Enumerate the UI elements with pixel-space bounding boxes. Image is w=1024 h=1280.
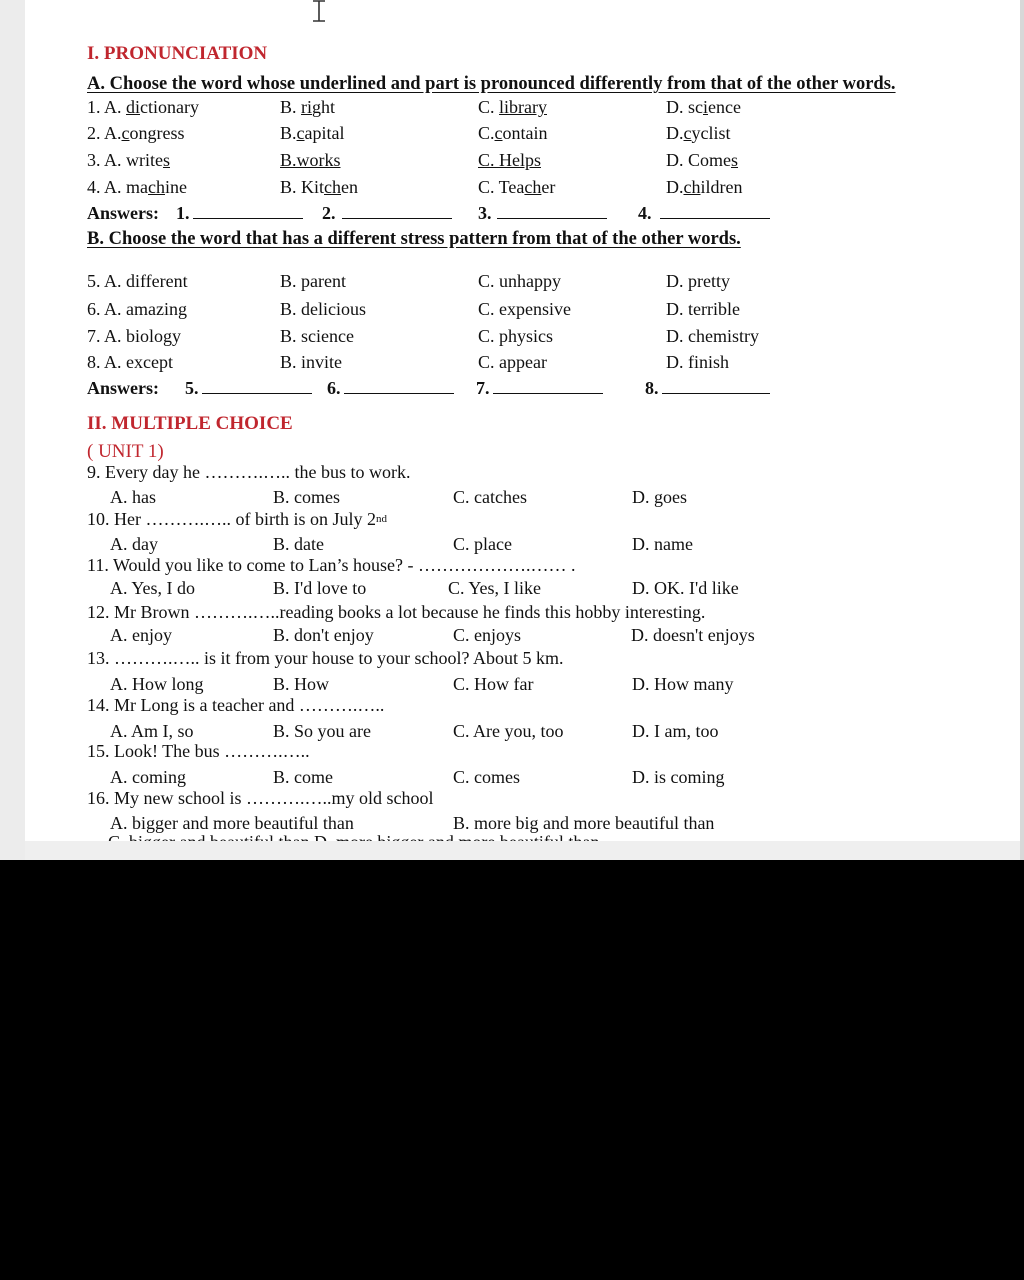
option-c: C. library [478, 97, 547, 117]
option-d: D. finish [666, 352, 729, 372]
option-c: C. expensive [478, 299, 571, 319]
question-stem: 14. Mr Long is a teacher and ……….….. [87, 695, 385, 715]
question-stem: 11. Would you like to come to Lan’s house? - ……………….…… . [87, 555, 576, 575]
answer-number: 3. [478, 203, 492, 223]
answer-number: 8. [645, 378, 659, 398]
option-a: A. different [104, 271, 188, 291]
answer-number: 1. [176, 203, 190, 223]
option-d: D. is coming [632, 767, 725, 787]
option-c: C. How far [453, 674, 534, 694]
option-a: A. biology [104, 326, 182, 346]
option-d: D.cyclist [666, 123, 731, 143]
option-b: B. come [273, 767, 333, 787]
option-a: A. bigger and more beautiful than [110, 813, 354, 833]
option-c: C. appear [478, 352, 547, 372]
option-c: C. catches [453, 487, 527, 507]
answer-blank[interactable] [662, 378, 770, 394]
option-a: A. amazing [104, 299, 187, 319]
option-a: A. has [110, 487, 156, 507]
question-stem: 9. Every day he ……….….. the bus to work. [87, 462, 411, 482]
question-number: 1. [87, 97, 101, 117]
cut-off-line [108, 832, 758, 841]
option-a: A. machine [104, 177, 187, 197]
option-a: A. Yes, I do [110, 578, 196, 598]
option-d: D. goes [632, 487, 687, 507]
option-a: A. enjoy [110, 625, 172, 645]
option-d: D.children [666, 177, 743, 197]
option-c: C. physics [478, 326, 554, 346]
option-d: D. OK. I'd like [632, 578, 739, 598]
option-c: C. Teacher [478, 177, 556, 197]
answer-number: 4. [638, 203, 652, 223]
section-title-pronunciation: I. PRONUNCIATION [87, 43, 268, 64]
option-b: B. How [273, 674, 330, 694]
option-b: B. invite [280, 352, 342, 372]
option-a: A. day [110, 534, 158, 554]
option-a: A. coming [110, 767, 186, 787]
option-b: B. don't enjoy [273, 625, 374, 645]
option-b: B. science [280, 326, 354, 346]
option-a: A.congress [104, 123, 185, 143]
option-b: B. Kitchen [280, 177, 359, 197]
question-number: 7. [87, 326, 101, 346]
question-stem: 15. Look! The bus ……….….. [87, 741, 310, 761]
option-a: A. except [104, 352, 173, 372]
option-c: C. Helps [478, 150, 541, 170]
option-b: B.capital [280, 123, 345, 143]
question-number: 5. [87, 271, 101, 291]
option-c: C. place [453, 534, 512, 554]
option-b: B. right [280, 97, 336, 117]
question-number: 3. [87, 150, 101, 170]
answer-blank[interactable] [493, 378, 603, 394]
part-b-instruction: B. Choose the word that has a different stress pattern from that of the other words. [87, 229, 741, 249]
option-c: C.contain [478, 123, 548, 143]
option-d: D. I am, too [632, 721, 719, 741]
question-number: 6. [87, 299, 101, 319]
option-b: B. comes [273, 487, 340, 507]
option-b: B. date [273, 534, 324, 554]
option-d: D. doesn't enjoys [631, 625, 755, 645]
option-b: B. So you are [273, 721, 371, 741]
question-number: 2. [87, 123, 101, 143]
option-d: D. terrible [666, 299, 740, 319]
option-c: C. comes [453, 767, 520, 787]
section-title-multiple-choice: II. MULTIPLE CHOICE [87, 413, 293, 434]
page-separator [25, 841, 1020, 860]
answer-number: 2. [322, 203, 336, 223]
option-d: D. Comes [666, 150, 739, 170]
question-number: 4. [87, 177, 101, 197]
answer-number: 5. [185, 378, 199, 398]
left-margin [0, 0, 25, 860]
unit-label: ( UNIT 1) [87, 441, 164, 462]
answers-label: Answers: [87, 378, 159, 398]
answer-blank[interactable] [660, 203, 770, 219]
option-c: C. unhappy [478, 271, 561, 291]
option-b: B. parent [280, 271, 346, 291]
right-margin [1020, 0, 1024, 860]
answer-blank[interactable] [202, 378, 312, 394]
option-c: C. Are you, too [453, 721, 564, 741]
answer-number: 6. [327, 378, 341, 398]
answer-number: 7. [476, 378, 490, 398]
answer-blank[interactable] [497, 203, 607, 219]
question-stem: 13. ……….….. is it from your house to your school? About 5 km. [87, 648, 564, 668]
option-d: D. How many [632, 674, 734, 694]
option-d: D. science [666, 97, 741, 117]
option-a: A. dictionary [104, 97, 199, 117]
question-number: 8. [87, 352, 101, 372]
text-cursor-icon [309, 0, 329, 24]
part-a-instruction: A. Choose the word whose underlined and part is pronounced differently from that of the other words. [87, 74, 896, 94]
option-c: C. enjoys [453, 625, 522, 645]
question-stem: 12. Mr Brown ……….…..reading books a lot because he finds this hobby interesting. [87, 602, 706, 622]
question-stem: 16. My new school is ……….…..my old school [87, 788, 434, 808]
option-a: A. How long [110, 674, 204, 694]
option-c: C. Yes, I like [448, 578, 542, 598]
question-stem: 10. Her ……….….. of birth is on July 2nd [87, 509, 387, 529]
option-d: D. pretty [666, 271, 730, 291]
option-b: B.works [280, 150, 341, 170]
option-b: B. more big and more beautiful than [453, 813, 715, 833]
option-d: D. name [632, 534, 693, 554]
option-b: B. I'd love to [273, 578, 367, 598]
option-d: D. chemistry [666, 326, 759, 346]
option-b: B. delicious [280, 299, 366, 319]
answer-blank[interactable] [344, 378, 454, 394]
answer-blank[interactable] [342, 203, 452, 219]
option-a: A. writes [104, 150, 170, 170]
answer-blank[interactable] [193, 203, 303, 219]
answers-label: Answers: [87, 203, 159, 223]
option-a: A. Am I, so [110, 721, 194, 741]
